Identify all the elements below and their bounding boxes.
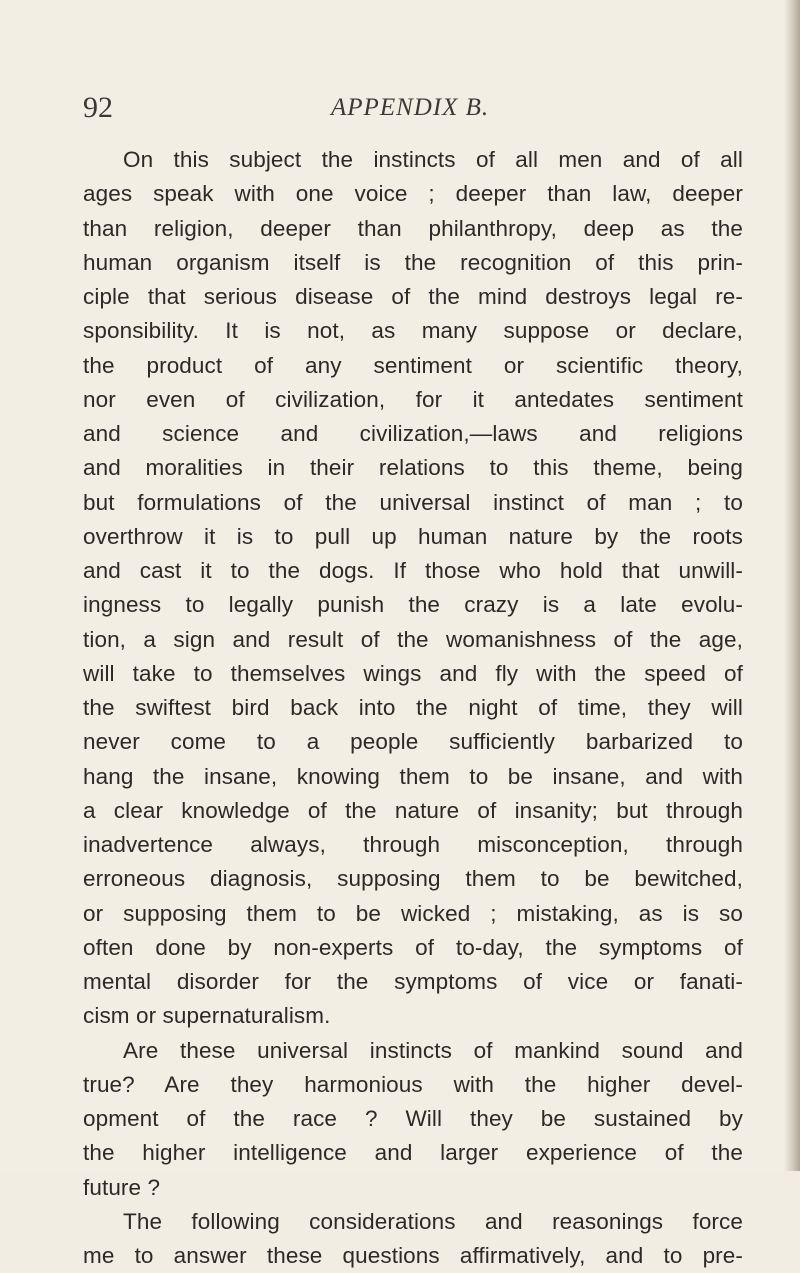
text-line: will take to themselves wings and fly with the speed of bbox=[83, 660, 743, 686]
text-line: never come to a people sufficiently barbarized to bbox=[83, 729, 743, 755]
text-line: and cast it to the dogs. If those who hold that unwill- bbox=[83, 558, 743, 583]
text-line: ciple that serious disease of the mind destroys legal re- bbox=[83, 284, 743, 309]
running-head: APPENDIX B. bbox=[331, 94, 490, 121]
text-line: mental disorder for the symptoms of vice or fanati- bbox=[83, 969, 743, 994]
text-line: hang the insane, knowing them to be insane, and with bbox=[83, 763, 743, 789]
text-line: the swiftest bird back into the night of time, they will bbox=[83, 695, 743, 720]
text-line: ages speak with one voice ; deeper than law, deeper bbox=[83, 181, 743, 207]
text-line: true? Are they harmonious with the higher devel- bbox=[83, 1071, 743, 1097]
text-line: future ? bbox=[83, 1174, 161, 1200]
page-header bbox=[83, 88, 743, 128]
text-line: Are these universal instincts of mankind sound and bbox=[123, 1037, 743, 1063]
text-line: sponsibility. It is not, as many suppose or declare, bbox=[83, 318, 743, 344]
text-line: a clear knowledge of the nature of insanity; but through bbox=[83, 797, 743, 823]
text-line: or supposing them to be wicked ; mistaking, as is so bbox=[83, 900, 743, 926]
text-line: but formulations of the universal instinct of man ; to bbox=[83, 489, 743, 515]
text-line: and moralities in their relations to this theme, being bbox=[83, 455, 743, 481]
text-line: the product of any sentiment or scientific theory, bbox=[83, 352, 743, 378]
text-line: tion, a sign and result of the womanishness of the age, bbox=[83, 626, 743, 652]
body-text bbox=[83, 143, 743, 1273]
text-line: ingness to legally punish the crazy is a late evolu- bbox=[83, 592, 743, 618]
text-line: inadvertence always, through misconception, through bbox=[83, 832, 743, 857]
text-line: and science and civilization,—laws and religions bbox=[83, 421, 743, 446]
text-line: human organism itself is the recognition of this prin- bbox=[83, 249, 743, 275]
text-line: nor even of civilization, for it antedates sentiment bbox=[83, 386, 743, 412]
text-line: On this subject the instincts of all men and of all bbox=[123, 147, 743, 172]
text-line: The following considerations and reasonings force bbox=[123, 1208, 743, 1234]
page-number: 92 bbox=[83, 91, 113, 124]
text-line: the higher intelligence and larger experience of the bbox=[83, 1140, 743, 1166]
text-line: me to answer these questions affirmatively, and to pre- bbox=[83, 1243, 743, 1268]
text-line: erroneous diagnosis, supposing them to be bewitched, bbox=[83, 866, 743, 892]
text-line: than religion, deeper than philanthropy, deep as the bbox=[83, 215, 743, 241]
text-line: cism or supernaturalism. bbox=[83, 1003, 331, 1029]
text-line: often done by non-experts of to-day, the symptoms of bbox=[83, 934, 743, 960]
text-line: overthrow it is to pull up human nature by the roots bbox=[83, 523, 743, 549]
text-line: opment of the race ? Will they be sustained by bbox=[83, 1106, 743, 1131]
